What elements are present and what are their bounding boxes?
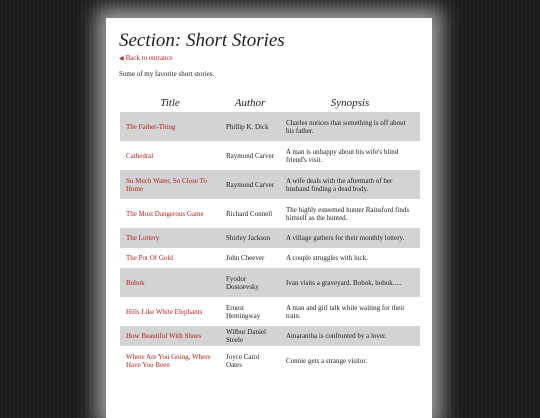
- story-author: Wilbur Daniel Steele: [220, 326, 280, 346]
- story-synopsis: A wife deals with the aftermath of her husband finding a dead body.: [280, 170, 420, 199]
- intro-text: Some of my favorite short stories.: [119, 70, 215, 78]
- stories-table: [120, 95, 420, 375]
- table-row: [120, 326, 420, 346]
- page-title: Section: Short Stories: [119, 30, 285, 51]
- table-row: [120, 268, 420, 297]
- header-author: Author: [234, 96, 266, 109]
- table-row: [120, 228, 420, 248]
- story-author: Fyodor Dostoevsky: [220, 268, 280, 297]
- story-rows: [120, 112, 420, 375]
- back-to-entrance-link[interactable]: [119, 54, 173, 62]
- story-author: John Cheever: [220, 248, 280, 268]
- story-synopsis: The highly esteemed hunter Rainsford finds himself as the hunted.: [280, 199, 420, 228]
- table-row: [120, 141, 420, 170]
- story-author: Ernest Hemingway: [220, 297, 280, 326]
- story-synopsis: Charles notices that something is off about his father.: [280, 112, 420, 141]
- story-author: Raymond Carver: [220, 170, 280, 199]
- back-link-label: Back to entrance: [125, 54, 173, 62]
- story-synopsis: Connie gets a strange visitor.: [280, 346, 420, 375]
- story-title-link[interactable]: Hills Like White Elephants: [120, 297, 220, 326]
- story-title-link[interactable]: Bobok: [120, 268, 220, 297]
- story-author: Richard Connell: [220, 199, 280, 228]
- header-title: Title: [160, 96, 180, 109]
- story-synopsis: A village gathers for their monthly lottery.: [280, 228, 420, 248]
- table-row: [120, 170, 420, 199]
- story-synopsis: Ivan visits a graveyard. Bobok, bobok.....: [280, 268, 420, 297]
- story-author: Raymond Carver: [220, 141, 280, 170]
- story-synopsis: A man and girl talk while waiting for their train.: [280, 297, 420, 326]
- story-author: Phillip K. Dick: [220, 112, 280, 141]
- story-title-link[interactable]: Cathedral: [120, 141, 220, 170]
- table-header-row: [120, 95, 420, 112]
- story-synopsis: A couple struggles with luck.: [280, 248, 420, 268]
- story-author: Joyce Carol Oates: [220, 346, 280, 375]
- table-row: [120, 297, 420, 326]
- content-page: [106, 18, 432, 418]
- table-row: [120, 112, 420, 141]
- story-author: Shirley Jackson: [220, 228, 280, 248]
- story-title-link[interactable]: The Most Dangerous Game: [120, 199, 220, 228]
- table-row: [120, 346, 420, 375]
- left-triangle-icon: ◀: [119, 56, 124, 62]
- story-title-link[interactable]: How Beautiful With Shoes: [120, 326, 220, 346]
- story-title-link[interactable]: So Much Water, So Close To Home: [120, 170, 220, 199]
- story-title-link[interactable]: Where Are You Going, Where Have You Been: [120, 346, 220, 375]
- story-synopsis: Amarantha is confronted by a lover.: [280, 326, 420, 346]
- header-synopsis: Synopsis: [330, 96, 370, 109]
- story-title-link[interactable]: The Pot Of Gold: [120, 248, 220, 268]
- story-title-link[interactable]: The Father-Thing: [120, 112, 220, 141]
- table-row: [120, 199, 420, 228]
- table-row: [120, 248, 420, 268]
- story-synopsis: A man is unhappy about his wife's blind friend's visit.: [280, 141, 420, 170]
- story-title-link[interactable]: The Lottery: [120, 228, 220, 248]
